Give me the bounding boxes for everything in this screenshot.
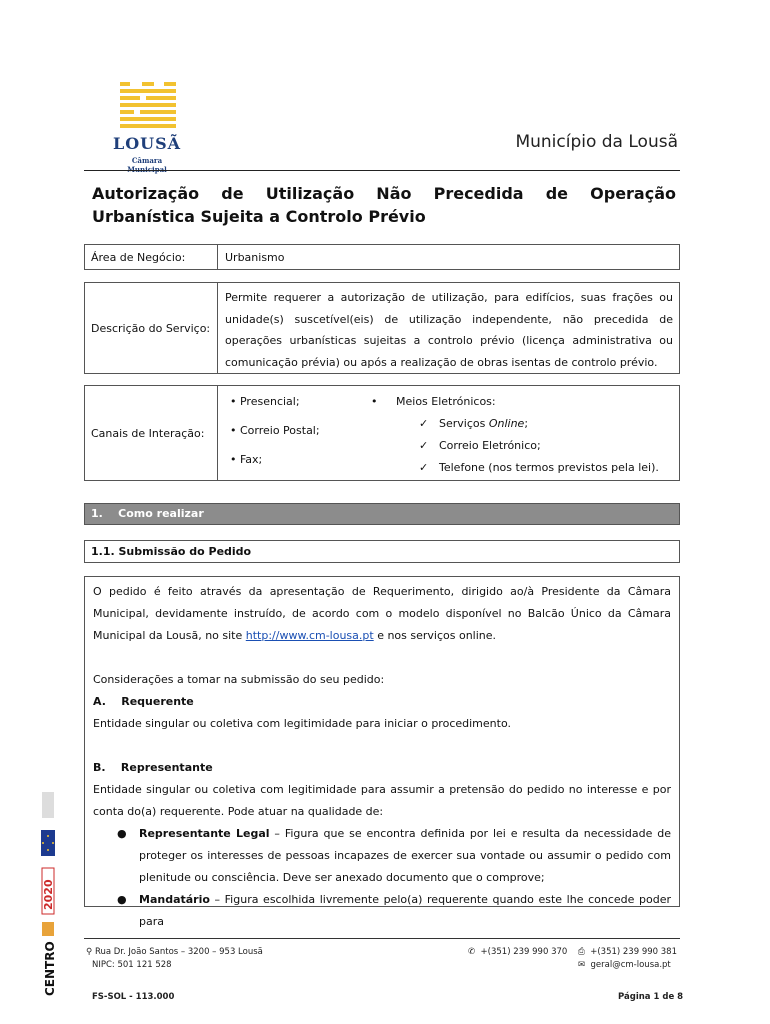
section-header <box>84 503 680 525</box>
business-area-row <box>84 244 680 270</box>
subsection-title: 1.1. Submissão do Pedido <box>84 540 680 563</box>
side-year: 2020 <box>42 879 55 910</box>
content-box <box>84 576 680 928</box>
representante-text: Entidade singular ou coletiva com legitimidade para assumir a pretensão do pedido no interesse e por conta do(a) requerente. Pode atuar na qualidade de: <box>93 783 671 818</box>
service-description-row <box>84 282 680 374</box>
funding-logos-icon <box>32 790 62 1000</box>
service-description-label: Descrição do Serviço: <box>85 283 218 373</box>
electronic-item-phone: ✓ Telefone (nos termos previstos pela lei). <box>419 461 659 474</box>
lousa-logo-icon <box>112 80 184 168</box>
check-icon: ✓ <box>419 461 429 474</box>
footer-nipc: NIPC: 501 121 528 <box>92 960 172 970</box>
business-area-value: Urbanismo <box>225 251 285 264</box>
channel-fax: • Fax; <box>230 453 263 466</box>
footer-divider <box>84 938 680 939</box>
heading-requerente: A. Requerente <box>93 695 194 708</box>
section-title: Como realizar <box>118 507 204 520</box>
electronic-bullet: • <box>371 395 378 408</box>
considerations-text: Considerações a tomar na submissão do seu pedido: <box>93 673 385 686</box>
document-title: Autorização de Utilização Não Precedida de Operação Urbanística Sujeita a Controlo Prévio <box>92 184 676 226</box>
logo-wordmark: LOUSÃ <box>112 134 182 153</box>
footer-phone: ✆ +(351) 239 990 370 <box>468 947 568 957</box>
check-icon: ✓ <box>419 439 429 452</box>
check-icon: ✓ <box>419 417 429 430</box>
section-number: 1. <box>91 507 103 520</box>
bullet-mandatario: Mandatário – Figura escolhida livremente pelo(a) requerente quando este lhe concede poder para <box>139 893 671 928</box>
page-number: Página 1 de 8 <box>618 992 684 1002</box>
service-description-value: Permite requerer a autorização de utilização, para edifícios, suas frações ou unidade(s) suscetível(eis) de utilização independente, não precedida de operações urbanísticas sujeitas a controlo prévio (licença administrativa ou comunicação prévia) ou após a realização de obras isentas de controlo prévio. <box>225 291 673 369</box>
heading-representante: B. Representante <box>93 761 213 774</box>
footer-fax: ⎙ +(351) 239 990 381 <box>578 947 677 957</box>
channels-label: Canais de Interação: <box>85 386 218 480</box>
header-divider <box>84 170 680 171</box>
footer-form-code: FS-SOL - 113.000 <box>92 992 175 1002</box>
mail-icon: ✉ <box>578 960 586 970</box>
location-pin-icon: ⚲ <box>86 947 93 957</box>
footer-address: ⚲ Rua Dr. João Santos – 3200 – 953 Lousã <box>86 947 263 957</box>
channels-row <box>84 385 680 481</box>
channel-postal: • Correio Postal; <box>230 424 320 437</box>
electronic-item-online: ✓ Serviços Online; <box>419 417 529 430</box>
intro-paragraph: O pedido é feito através da apresentação de Requerimento, dirigido ao/à Presidente da Câmara Municipal, devidamente instruído, de acordo com o modelo disponível no Balcão Único da Câmara Municipal da Lousã, no site http://www.cm-lousa.pt e nos serviços online. <box>93 585 671 642</box>
requerente-text: Entidade singular ou coletiva com legitimidade para iniciar o procedimento. <box>93 717 511 730</box>
bullet-dot: ● <box>117 827 127 840</box>
fax-icon: ⎙ <box>578 947 585 957</box>
channel-presencial: • Presencial; <box>230 395 300 408</box>
side-brand: CENTRO <box>43 941 57 996</box>
site-link[interactable]: http://www.cm-lousa.pt <box>245 629 374 642</box>
electronic-item-email: ✓ Correio Eletrónico; <box>419 439 541 452</box>
logo-subtitle: Câmara <box>131 156 163 165</box>
business-area-label: Área de Negócio: <box>85 245 218 269</box>
electronic-title: Meios Eletrónicos: <box>396 395 496 408</box>
phone-icon: ✆ <box>468 947 476 957</box>
municipality-name: Município da Lousã <box>515 132 678 152</box>
bullet-representante-legal: Representante Legal – Figura que se encontra definida por lei e resulta da necessidade de proteger os interesses de pessoas incapazes de exercer sua vontade ou assumir o pedido com plenitude ou consciência. Deve ser anexado documento que o comprove; <box>139 827 671 884</box>
bullet-dot: ● <box>117 893 127 906</box>
footer-email: ✉ geral@cm-lousa.pt <box>578 960 671 970</box>
